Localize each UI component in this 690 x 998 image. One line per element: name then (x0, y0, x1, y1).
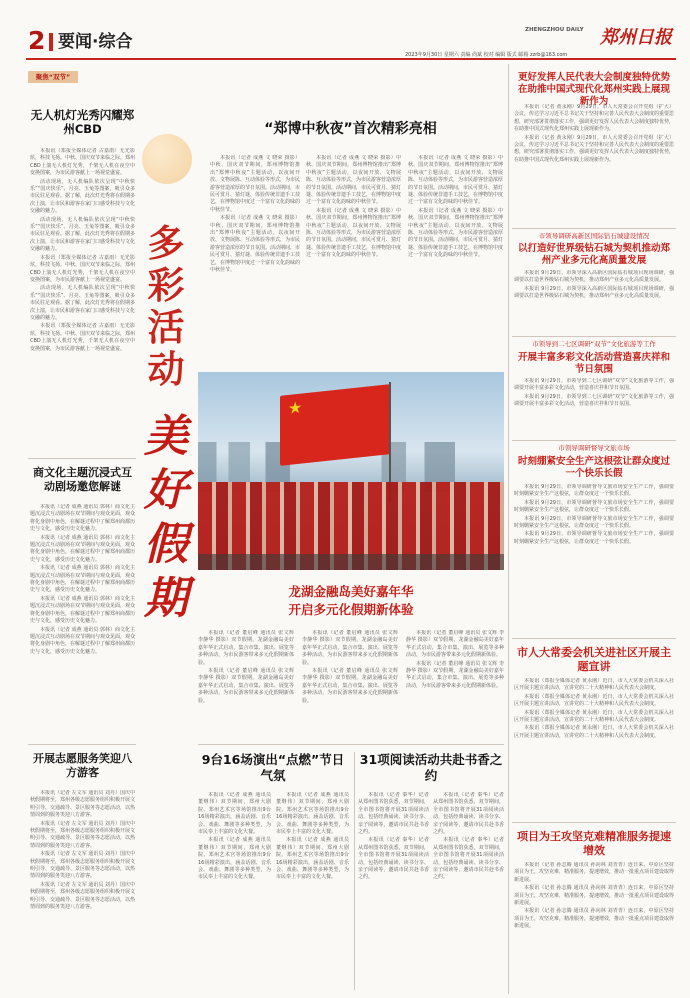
right-article-2-kicker: 市领导调研高新区国际钻石城建设情况 (538, 232, 650, 240)
photo-flag-dancers (198, 372, 504, 570)
article-cbd-lead: 本报讯（郑报全媒体记者 古嘉雨）无光影炫，科技飞扬。中秋、国庆双节来临之际，郑州CBD上演无人机灯光秀，千架无人机在夜空中变换图案，为市民游客献上一场视觉盛宴。 (30, 148, 135, 177)
right-article-4-text: 本报讯 9月29日，市领导调研督导文旅市场安全生产工作，强调要时刻绷紧安全生产这根弦，让群众度过一个快乐长假。 (514, 484, 674, 498)
photo-article-body-col3 (406, 630, 504, 740)
article-museum-text-6: 本报讯（记者 成燕 文 晓荣 摄影）中秋、国庆双节期间，郑州博物馆推出“郑博中秋夜”主题活动，以夜间开放、文物展陈、互动体验等形式，为市民游客营造浓厚的节日氛围。活动期间，市民可赏月、猜灯谜、体验传统非遗手工技艺，在博物馆中度过一个富有文化韵味的中秋佳节。 (408, 207, 503, 259)
article-museum-text-3: 本报讯（记者 成燕 文 晓荣 摄影）中秋、国庆双节期间，郑州博物馆推出“郑博中秋夜”主题活动，以夜间开放、文物展陈、互动体验等形式，为市民游客营造浓厚的节日氛围。活动期间，市民可赏月、猜灯谜、体验传统非遗手工技艺，在博物馆中度过一个富有文化韵味的中秋佳节。 (306, 155, 401, 206)
article-shows-text-3: 本报讯（记者 成燕 通讯员 董继伟）双节期间，郑州大剧院、郑州艺术宫等场馆推出9台16场精彩演出，涵盖话剧、音乐会、戏曲、舞剧等多种类型，为市民奉上丰富的文化大餐。 (276, 792, 349, 836)
article-museum-text: 本报讯（记者 成燕 文 晓荣 摄影）中秋、国庆双节期间，郑州博物馆推出“郑博中秋夜”主题活动，以夜间开放、文物展陈、互动体验等形式，为市民游客营造浓厚的节日氛围。活动期间，市民可赏月、猜灯谜、体验传统非遗手工技艺，在博物馆中度过一个富有文化韵味的中秋佳节。 (210, 155, 300, 213)
right-article-6-text: 本报讯（记者 孙志腾 通讯员 孙向林 刘青青）连日来，中原区坚持项目为王，攻坚克难，精准服务，提速增效，推动一批重点项目建设取得新进展。 (514, 862, 674, 883)
article-reading-text-3: 本报讯（记者 秦华）记者从郑州图书馆获悉，双节期间，全市图书馆将开展31项阅读活动，包括经典诵读、读书分享、亲子阅读等，邀请市民共赴书香之约。 (433, 792, 504, 836)
photo-article-title-2: 开启多元化假期新体验 (288, 602, 414, 617)
feature-title-line2: 美好假期 (144, 411, 188, 624)
right-article-1-body (514, 104, 674, 224)
masthead-logo: 郑州日报 (600, 27, 672, 48)
photo-article-text: 本报讯（记者 董启峰 通讯员 张文辉 李静华 摄影）双节假期，龙湖金融岛美好嘉年华正式启动，集合市集、演出、展览等多种活动，为市民游客带来多元化假期新体验。 (198, 630, 294, 666)
right-article-4-text-4: 本报讯 9月29日，市领导调研督导文旅市场安全生产工作，强调要时刻绷紧安全生产这根弦，让群众度过一个快乐长假。 (514, 531, 674, 545)
header-divider (49, 33, 53, 51)
header-rule (26, 58, 676, 60)
photo-article-text-6: 本报讯（记者 董启峰 通讯员 张文辉 李静华 摄影）双节假期，龙湖金融岛美好嘉年华正式启动，集合市集、演出、展览等多种活动，为市民游客带来多元化假期新体验。 (406, 660, 504, 689)
right-article-4-body (514, 484, 674, 634)
right-article-3-text-2: 本报讯 9月29日，市领导到二七区调研“双节”文化旅游等工作，强调要开展丰富多彩文化活动，营造喜庆祥和节日氛围。 (514, 393, 674, 408)
article-museum-title: “郑博中秋夜”首次精彩亮相 (264, 121, 437, 137)
photo-article-text-4: 本报讯（记者 董启峰 通讯员 张文辉 李静华 摄影）双节假期，龙湖金融岛美好嘉年华正式启动，集合市集、演出、展览等多种活动，为市民游客带来多元化假期新体验。 (302, 668, 398, 704)
right-article-5-text-4: 本报讯（郑报全媒体记者 黄永刚）近日，市人大常委会机关深入社区开展主题宣讲活动，宣讲党的二十大精神和人民代表大会制度。 (514, 725, 674, 739)
page-number: 2 (28, 26, 46, 55)
feature-title-decor (138, 72, 196, 712)
divider-r3 (512, 440, 676, 441)
article-museum-body-col1 (210, 155, 300, 365)
paper-name-en: ZHENGZHOU DAILY (525, 27, 584, 33)
right-article-6-text-2: 本报讯（记者 孙志腾 通讯员 孙向林 刘青青）连日来，中原区坚持项目为王，攻坚克难，精准服务，提速增效，推动一批重点项目建设取得新进展。 (514, 885, 674, 907)
right-article-3-body (514, 378, 674, 436)
article-shows-text-2: 本报讯（记者 成燕 通讯员 董继伟）双节期间，郑州大剧院、郑州艺术宫等场馆推出9台16场精彩演出，涵盖话剧、音乐会、戏曲、舞剧等多种类型，为市民奉上丰富的文化大餐。 (198, 837, 271, 881)
section-title: 要闻·综合 (58, 32, 133, 52)
photo-article-body-col2 (302, 630, 398, 740)
right-article-4-title: 时刻绷紧安全生产这根弦让群众度过一个快乐长假 (517, 456, 670, 479)
divider-r1 (512, 228, 676, 229)
divider-r5 (512, 822, 676, 823)
right-article-5-body (514, 678, 674, 818)
right-article-4-text-3: 本报讯 9月29日，市领导调研督导文旅市场安全生产工作，强调要时刻绷紧安全生产这根弦，让群众度过一个快乐长假。 (514, 515, 674, 530)
article-museum-body-col3 (408, 155, 503, 365)
right-article-2-body (514, 270, 674, 332)
right-article-6-text-3: 本报讯（记者 孙志腾 通讯员 孙向林 刘青青）连日来，中原区坚持项目为王，攻坚克难，精准服务，提速增效，推动一批重点项目建设取得新进展。 (514, 908, 674, 930)
divider-r2 (512, 336, 676, 337)
photo-flag (280, 384, 390, 466)
article-museum-text-2: 本报讯（记者 成燕 文 晓荣 摄影）中秋、国庆双节期间，郑州博物馆推出“郑博中秋夜”主题活动，以夜间开放、文物展陈、互动体验等形式，为市民游客营造浓厚的节日氛围。活动期间，市民可赏月、猜灯谜、体验传统非遗手工技艺，在博物馆中度过一个富有文化韵味的中秋佳节。 (210, 215, 300, 274)
divider-a1 (28, 458, 136, 459)
article-shows-title: 9台16场演出“点燃”节日气氛 (201, 752, 345, 783)
article-shows-text: 本报讯（记者 成燕 通讯员 董继伟）双节期间，郑州大剧院、郑州艺术宫等场馆推出9台16场精彩演出，涵盖话剧、音乐会、戏曲、舞剧等多种类型，为市民奉上丰富的文化大餐。 (198, 792, 271, 836)
article-volunteer-text-3: 本报讯（记者 左文军 通讯员 刘丹）国庆中秋假期将至，郑州各级志愿服务组织积极开展文明引导、交通疏导、景区服务等志愿活动，以热情周到的服务笑迎八方游客。 (30, 851, 135, 880)
right-article-6-title: 项目为王攻坚克难精准服务提速增效 (517, 830, 671, 857)
article-cbd-title: 无人机灯光秀闪耀郑州CBD (30, 108, 135, 137)
article-volunteer-title: 开展志愿服务笑迎八方游客 (33, 752, 132, 779)
right-article-2-text: 本报讯 9月29日，市领导深入高新区国际钻石城项目现场调研，强调要以打造世界级钻石城为契机，推动郑州产业多元化高质量发展。 (514, 270, 674, 284)
column-separator-main (508, 64, 509, 994)
article-volunteer-text: 本报讯（记者 左文军 通讯员 刘丹）国庆中秋假期将至，郑州各级志愿服务组织积极开展文明引导、交通疏导、景区服务等志愿活动，以热情周到的服务笑迎八方游客。 (30, 790, 135, 819)
right-article-6-body (514, 862, 674, 990)
article-theater-text-5: 本报讯（记者 成燕 通讯员 郭林）商文化主题沉浸式互动剧场在双节期间与观众见面，观众将化身剧中角色，在解谜过程中了解郑州商都历史与文化，感受历史文化魅力。 (30, 626, 135, 655)
article-shows-text-4: 本报讯（记者 成燕 通讯员 董继伟）双节期间，郑州大剧院、郑州艺术宫等场馆推出9台16场精彩演出，涵盖话剧、音乐会、戏曲、舞剧等多种类型，为市民奉上丰富的文化大餐。 (276, 837, 349, 881)
page-header (0, 0, 690, 58)
article-theater-title: 商文化主题沉浸式互动剧场邀您解谜 (33, 466, 132, 493)
article-reading-text-2: 本报讯（记者 秦华）记者从郑州图书馆获悉，双节期间，全市图书馆将开展31项阅读活动，包括经典诵读、读书分享、亲子阅读等，邀请市民共赴书香之约。 (358, 837, 429, 881)
feature-title-line1: 多彩活动 (147, 221, 185, 391)
column-tag (28, 71, 78, 83)
dateline: 2023年9月30日 星期六 责编 尚斌 校对 编辑 版式 邮箱 zzrb@163.com (405, 52, 568, 58)
article-theater-text: 本报讯（记者 成燕 通讯员 郭林）商文化主题沉浸式互动剧场在双节期间与观众见面，观众将化身剧中角色，在解谜过程中了解郑州商都历史与文化，感受历史文化魅力。 (30, 504, 135, 533)
divider-photo (198, 744, 504, 745)
article-theater-body (30, 504, 135, 742)
article-reading-text: 本报讯（记者 秦华）记者从郑州图书馆获悉，双节期间，全市图书馆将开展31项阅读活动，包括经典诵读、读书分享、亲子阅读等，邀请市民共赴书香之约。 (358, 792, 429, 836)
article-volunteer-body (30, 790, 135, 990)
article-cbd-text-5: 本报讯（郑报全媒体记者 古嘉雨）无光影炫，科技飞扬。中秋、国庆双节来临之际，郑州CBD上演无人机灯光秀，千架无人机在夜空中变换图案，为市民游客献上一场视觉盛宴。 (30, 323, 135, 352)
article-museum-text-5: 本报讯（记者 成燕 文 晓荣 摄影）中秋、国庆双节期间，郑州博物馆推出“郑博中秋夜”主题活动，以夜间开放、文物展陈、互动体验等形式，为市民游客营造浓厚的节日氛围。活动期间，市民可赏月、猜灯谜、体验传统非遗手工技艺，在博物馆中度过一个富有文化韵味的中秋佳节。 (408, 155, 503, 206)
article-museum-body-col2 (306, 155, 401, 365)
divider-a5-a6 (354, 752, 355, 990)
right-article-2-title: 以打造好世界级钻石城为契机推动郑州产业多元化高质量发展 (517, 243, 670, 266)
photo-article-body-col1 (198, 630, 294, 740)
right-article-3-title: 开展丰富多彩文化活动营造喜庆祥和节日氛围 (517, 352, 670, 375)
flag-star-icon: ★ (288, 397, 303, 418)
right-article-5-title: 市人大常委会机关进社区开展主题宣讲 (517, 646, 671, 673)
right-article-3-text: 本报讯 9月29日，市领导到二七区调研“双节”文化旅游等工作，强调要开展丰富多彩文化活动，营造喜庆祥和节日氛围。 (514, 378, 674, 392)
article-cbd-body (30, 148, 135, 453)
article-shows-body-col2 (276, 792, 349, 990)
right-article-4-text-2: 本报讯 9月29日，市领导调研督导文旅市场安全生产工作，强调要时刻绷紧安全生产这根弦，让群众度过一个快乐长假。 (514, 499, 674, 514)
decor-moon (142, 134, 192, 184)
article-museum-text-4: 本报讯（记者 成燕 文 晓荣 摄影）中秋、国庆双节期间，郑州博物馆推出“郑博中秋夜”主题活动，以夜间开放、文物展陈、互动体验等形式，为市民游客营造浓厚的节日氛围。活动期间，市民可赏月、猜灯谜、体验传统非遗手工技艺，在博物馆中度过一个富有文化韵味的中秋佳节。 (306, 207, 401, 259)
article-cbd-text-3: 本报讯（郑报全媒体记者 古嘉雨）无光影炫，科技飞扬。中秋、国庆双节来临之际，郑州CBD上演无人机灯光秀，千架无人机在夜空中变换图案，为市民游客献上一场视觉盛宴。 (30, 254, 135, 283)
right-article-5-text: 本报讯（郑报全媒体记者 黄永刚）近日，市人大常委会机关深入社区开展主题宣讲活动，宣讲党的二十大精神和人民代表大会制度。 (514, 678, 674, 692)
photo-article-text-5: 本报讯（记者 董启峰 通讯员 张文辉 李静华 摄影）双节假期，龙湖金融岛美好嘉年华正式启动，集合市集、演出、展览等多种活动，为市民游客带来多元化假期新体验。 (406, 630, 504, 659)
photo-article-text-3: 本报讯（记者 董启峰 通讯员 张文辉 李静华 摄影）双节假期，龙湖金融岛美好嘉年华正式启动，集合市集、演出、展览等多种活动，为市民游客带来多元化假期新体验。 (302, 630, 398, 666)
article-cbd-text-2: 活动现场，无人机编队依次呈现“中秋快乐”“国庆快乐”、月亮、玉兔等图案，吸引众多市民驻足观看。据了解，此次灯光秀将在假期多次上演，让市民和游客在家门口感受科技与文化交融的魅力。 (30, 216, 135, 253)
article-cbd-text-4: 活动现场，无人机编队依次呈现“中秋快乐”“国庆快乐”、月亮、玉兔等图案，吸引众多市民驻足观看。据了解，此次灯光秀将在假期多次上演，让市民和游客在家门口感受科技与文化交融的魅力。 (30, 285, 135, 321)
article-reading-body-col1 (358, 792, 429, 990)
article-shows-body-col1 (198, 792, 271, 990)
article-theater-text-3: 本报讯（记者 成燕 通讯员 郭林）商文化主题沉浸式互动剧场在双节期间与观众见面，观众将化身剧中角色，在解谜过程中了解郑州商都历史与文化，感受历史文化魅力。 (30, 565, 135, 594)
photo-ground (198, 554, 504, 570)
divider-a3 (28, 744, 136, 745)
right-article-2-text-2: 本报讯 9月29日，市领导深入高新区国际钻石城项目现场调研，强调要以打造世界级钻石城为契机，推动郑州产业多元化高质量发展。 (514, 285, 674, 300)
article-volunteer-text-4: 本报讯（记者 左文军 通讯员 刘丹）国庆中秋假期将至，郑州各级志愿服务组织积极开展文明引导、交通疏导、景区服务等志愿活动，以热情周到的服务笑迎八方游客。 (30, 881, 135, 911)
article-theater-text-4: 本报讯（记者 成燕 通讯员 郭林）商文化主题沉浸式互动剧场在双节期间与观众见面，观众将化身剧中角色，在解谜过程中了解郑州商都历史与文化，感受历史文化魅力。 (30, 595, 135, 625)
photo-article-text-2: 本报讯（记者 董启峰 通讯员 张文辉 李静华 摄影）双节假期，龙湖金融岛美好嘉年华正式启动，集合市集、演出、展览等多种活动，为市民游客带来多元化假期新体验。 (198, 668, 294, 704)
right-article-4-kicker: 市领导调研督导文旅市场 (558, 444, 630, 452)
article-reading-text-4: 本报讯（记者 秦华）记者从郑州图书馆获悉，双节期间，全市图书馆将开展31项阅读活动，包括经典诵读、读书分享、亲子阅读等，邀请市民共赴书香之约。 (433, 837, 504, 881)
article-theater-text-2: 本报讯（记者 成燕 通讯员 郭林）商文化主题沉浸式互动剧场在双节期间与观众见面，观众将化身剧中角色，在解谜过程中了解郑州商都历史与文化，感受历史文化魅力。 (30, 534, 135, 563)
right-article-3-kicker: 市领导到二七区调研“双节”文化旅游等工作 (532, 340, 656, 348)
right-article-5-text-2: 本报讯（郑报全媒体记者 黄永刚）近日，市人大常委会机关深入社区开展主题宣讲活动，宣讲党的二十大精神和人民代表大会制度。 (514, 693, 674, 708)
right-article-5-text-3: 本报讯（郑报全媒体记者 黄永刚）近日，市人大常委会机关深入社区开展主题宣讲活动，宣讲党的二十大精神和人民代表大会制度。 (514, 709, 674, 724)
article-volunteer-text-2: 本报讯（记者 左文军 通讯员 刘丹）国庆中秋假期将至，郑州各级志愿服务组织积极开展文明引导、交通疏导、景区服务等志愿活动，以热情周到的服务笑迎八方游客。 (30, 820, 135, 849)
right-article-1-text: 本报讯（记者 黄永刚）9月29日，市人大常委会召开党组（扩大）会议，传达学习习近平总书记关于坚持和完善人民代表大会制度的重要思想，研究部署贯彻落实工作，强调更好发挥人民代表大会制度独特优势，在助推中国式现代化郑州实践上展现新作为。 (514, 104, 674, 133)
article-reading-body-col2 (433, 792, 504, 990)
divider-r4 (512, 638, 676, 639)
right-article-1-title: 更好发挥人民代表大会制度独特优势在助推中国式现代化郑州实践上展现新作为 (517, 72, 670, 107)
column-tag-label: 聚焦“双节” (35, 73, 71, 81)
article-cbd-text: 活动现场，无人机编队依次呈现“中秋快乐”“国庆快乐”、月亮、玉兔等图案，吸引众多市民驻足观看。据了解，此次灯光秀将在假期多次上演，让市民和游客在家门口感受科技与文化交融的魅力。 (30, 178, 135, 215)
photo-article-title-1: 龙湖金融岛美好嘉年华 (288, 584, 414, 599)
article-reading-title: 31项阅读活动共赴书香之约 (359, 752, 503, 783)
right-article-1-text-2: 本报讯（记者 黄永刚）9月29日，市人大常委会召开党组（扩大）会议，传达学习习近平总书记关于坚持和完善人民代表大会制度的重要思想，研究部署贯彻落实工作，强调更好发挥人民代表大会制度独特优势，在助推中国式现代化郑州实践上展现新作为。 (514, 134, 674, 163)
